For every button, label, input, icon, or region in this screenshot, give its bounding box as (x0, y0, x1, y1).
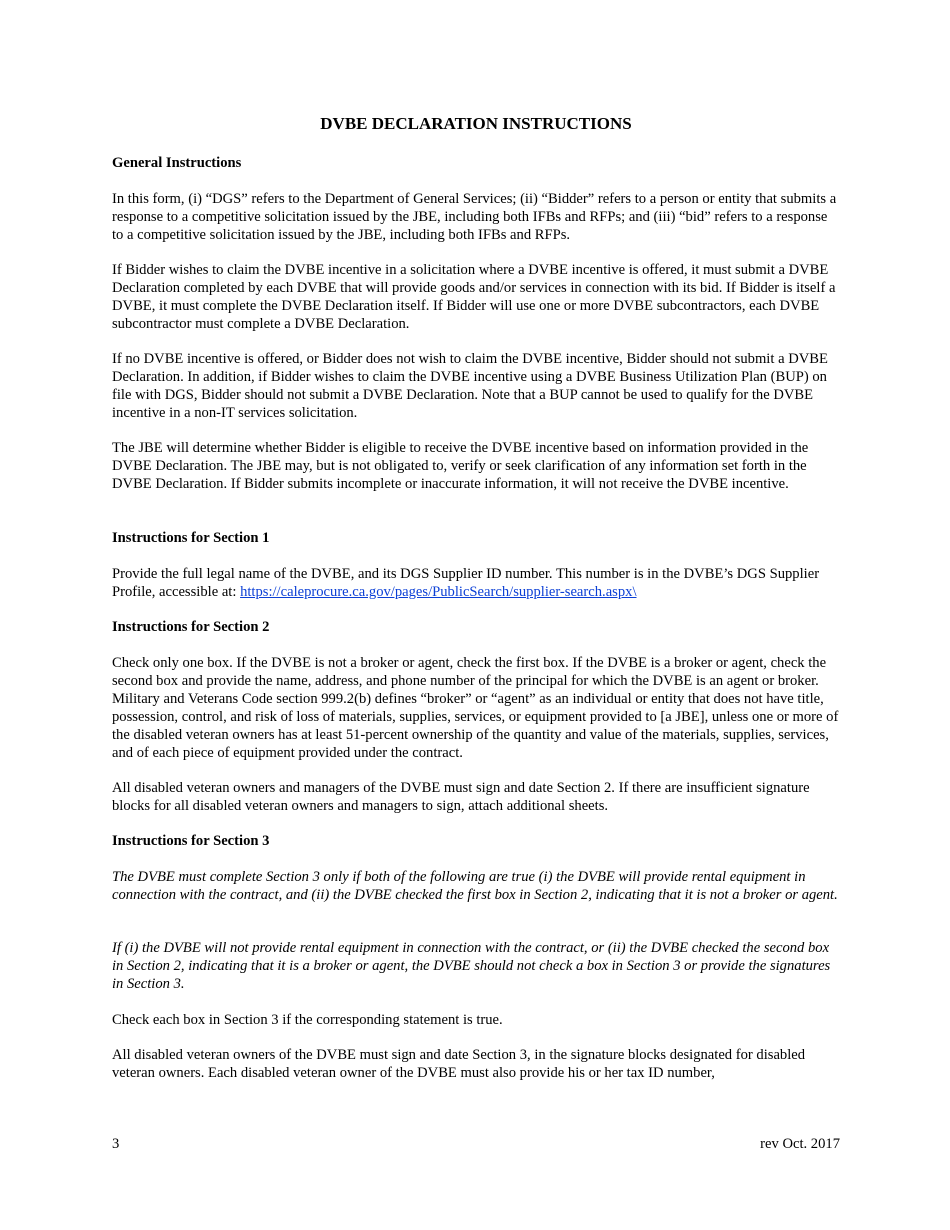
general-paragraph-1: In this form, (i) “DGS” refers to the Department of General Services; (ii) “Bidder” refers to a person or entity that submits a response to a competitive solicitation issued by the JBE, including both IFBs and RFPs; and (iii) “bid” refers to a response to a competitive solicitation issued by the JBE, including both IFBs and RFPs. (112, 191, 837, 243)
section-2-paragraph-2: All disabled veteran owners and managers of the DVBE must sign and date Section 2. If there are insufficient signature blocks for all disabled veteran owners and managers to sign, attach additional sheets. (112, 780, 810, 814)
section-3-paragraph-1: The DVBE must complete Section 3 only if both of the following are true (i) the DVBE will provide rental equipment in connection with the contract, and (ii) the DVBE checked the first box in Section 2, indicating that it is not a broker or agent. (112, 869, 838, 903)
section-3-heading: Instructions for Section 3 (112, 833, 270, 849)
section-1-heading: Instructions for Section 1 (112, 530, 270, 546)
section-2-paragraph-1: Check only one box. If the DVBE is not a broker or agent, check the first box. If the DVBE is a broker or agent, check the second box and provide the name, address, and phone number of the principal for which the DVBE is an agent or broker. Military and Veterans Code section 999.2(b) defines “broker” or “agent” as an individual or entity that does not have title, possession, control, and risk of loss of materials, supplies, services, or equipment provided to [a JBE], unless one or more of the disabled veteran owners has at least 51-percent ownership of the quantity and value of the materials, supplies, services, and of each piece of equipment provided under the contract. (112, 655, 839, 761)
general-instructions-heading: General Instructions (112, 155, 242, 171)
page-number: 3 (112, 1136, 120, 1152)
general-paragraph-4: The JBE will determine whether Bidder is eligible to receive the DVBE incentive based on information provided in the DVBE Declaration. The JBE may, but is not obligated to, verify or seek clarification of any information set forth in the DVBE Declaration. If Bidder submits incomplete or inaccurate information, it will not receive the DVBE incentive. (112, 440, 809, 492)
general-paragraph-2: If Bidder wishes to claim the DVBE incentive in a solicitation where a DVBE incentive is offered, it must submit a DVBE Declaration completed by each DVBE that will provide goods and/or services in connection with its bid. If Bidder is itself a DVBE, it must complete the DVBE Declaration itself. If Bidder will use one or more DVBE subcontractors, each DVBE subcontractor must complete a DVBE Declaration. (112, 262, 836, 332)
section-3-paragraph-4: All disabled veteran owners of the DVBE must sign and date Section 3, in the signature blocks designated for disabled veteran owners. Each disabled veteran owner of the DVBE must also provide his or her tax ID number, (112, 1047, 806, 1081)
document-title: DVBE DECLARATION INSTRUCTIONS (320, 114, 632, 133)
supplier-search-link[interactable]: https://caleprocure.ca.gov/pages/PublicSearch/supplier-search.aspx\ (240, 583, 637, 600)
section-1-text: Provide the full legal name of the DVBE, and its DGS Supplier ID number. This number is in the DVBE’s DGS Supplier Profile, accessible at: (112, 566, 820, 600)
revision-date: rev Oct. 2017 (760, 1136, 840, 1152)
general-paragraph-3: If no DVBE incentive is offered, or Bidder does not wish to claim the DVBE incentive, Bidder should not submit a DVBE Declaration. In addition, if Bidder wishes to claim the DVBE incentive using a DVBE Business Utilization Plan (BUP) on file with DGS, Bidder should not submit a DVBE Declaration. Note that a BUP cannot be used to qualify for the DVBE incentive in a non-IT services solicitation. (112, 351, 828, 421)
section-3-paragraph-3: Check each box in Section 3 if the corresponding statement is true. (112, 1012, 503, 1028)
section-3-paragraph-2: If (i) the DVBE will not provide rental equipment in connection with the contract, or (ii) the DVBE checked the second box in Section 2, indicating that it is a broker or agent, the DVBE should not check a box in Section 3 or provide the signatures in Section 3. (112, 940, 831, 992)
section-2-heading: Instructions for Section 2 (112, 619, 270, 635)
section-1-paragraph (112, 566, 840, 602)
